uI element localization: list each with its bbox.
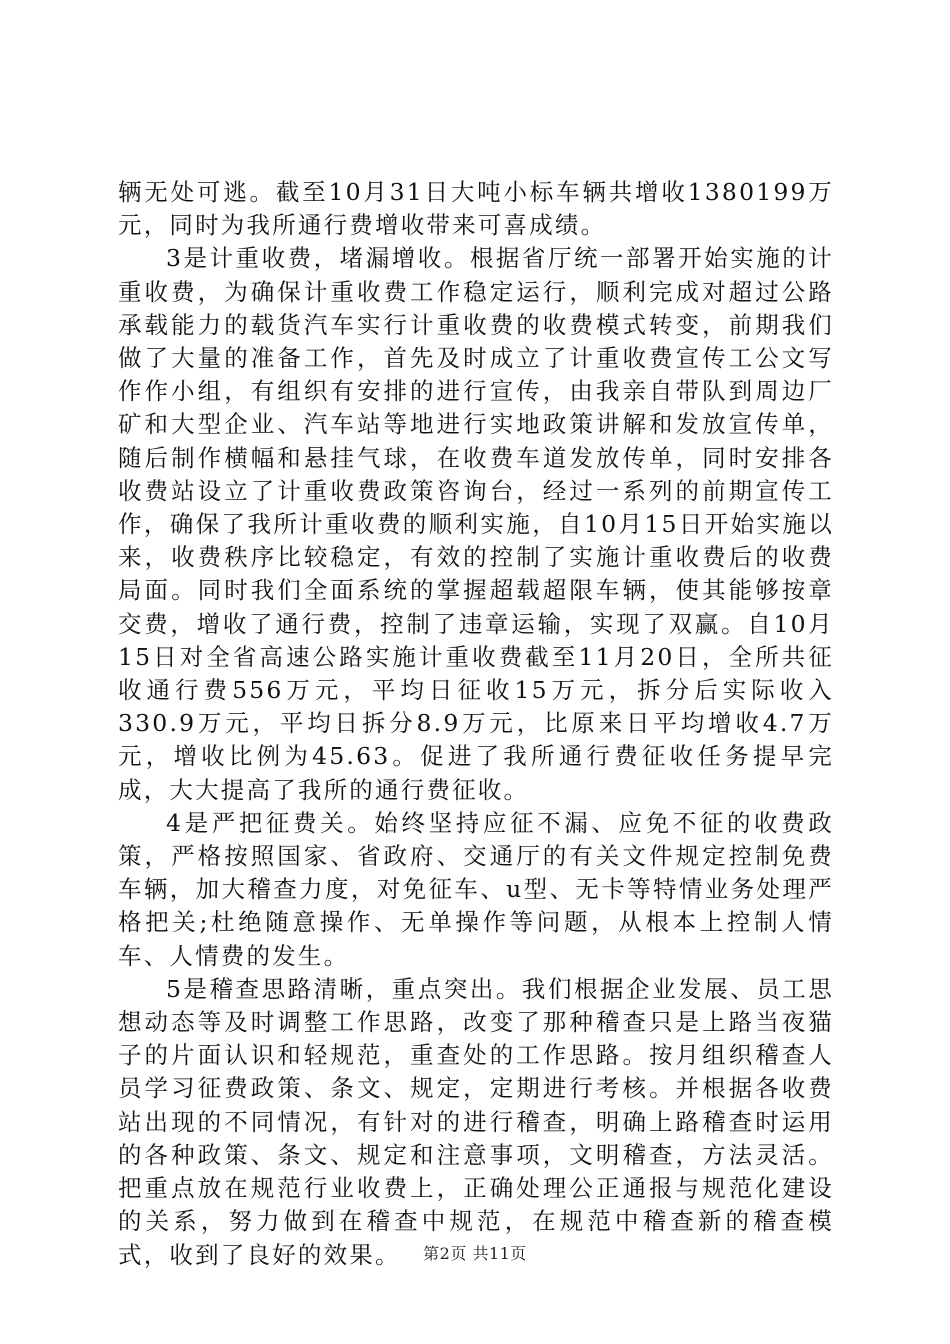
document-body	[118, 176, 834, 1272]
paragraph-1: 辆无处可逃。截至10月31日大吨小标车辆共增收1380199万元，同时为我所通行费增收带来可喜成绩。	[118, 178, 834, 240]
paragraph-4: 5是稽查思路清晰，重点突出。我们根据企业发展、员工思想动态等及时调整工作思路，改变了那种稽查只是上路当夜猫子的片面认识和轻规范，重查处的工作思路。按月组织稽查人员学习征费政策、条文、规定，定期进行考核。并根据各收费站出现的不同情况，有针对的进行稽查，明确上路稽查时运用的各种政策、条文、规定和注意事项，文明稽查，方法灵活。把重点放在规范行业收费上，正确处理公正通报与规范化建设的关系，努力做到在稽查中规范，在规范中稽查新的稽查模式，收到了良好的效果。	[118, 974, 834, 1269]
page-number-footer: 第2页 共11页	[423, 1244, 527, 1263]
paragraph-3: 4是严把征费关。始终坚持应征不漏、应免不征的收费政策，严格按照国家、省政府、交通厅的有关文件规定控制免费车辆，加大稽查力度，对免征车、u型、无卡等特情业务处理严格把关;杜绝随意操作、无单操作等问题，从根本上控制人情车、人情费的发生。	[118, 808, 834, 970]
paragraph-2: 3是计重收费，堵漏增收。根据省厅统一部署开始实施的计重收费，为确保计重收费工作稳定运行，顺利完成对超过公路承载能力的载货汽车实行计重收费的收费模式转变，前期我们做了大量的准备工作，首先及时成立了计重收费宣传工公文写作作小组，有组织有安排的进行宣传，由我亲自带队到周边厂矿和大型企业、汽车站等地进行实地政策讲解和发放宣传单，随后制作横幅和悬挂气球，在收费车道发放传单，同时安排各收费站设立了计重收费政策咨询台，经过一系列的前期宣传工作，确保了我所计重收费的顺利实施，自10月15日开始实施以来，收费秩序比较稳定，有效的控制了实施计重收费后的收费局面。同时我们全面系统的掌握超载超限车辆，使其能够按章交费，增收了通行费，控制了违章运输，实现了双赢。自10月15日对全省高速公路实施计重收费截至11月20日，全所共征收通行费556万元，平均日征收15万元，拆分后实际收入330.9万元，平均日拆分8.9万元，比原来日平均增收4.7万元，增收比例为45.63。促进了我所通行费征收任务提早完成，大大提高了我所的通行费征收。	[118, 244, 834, 804]
